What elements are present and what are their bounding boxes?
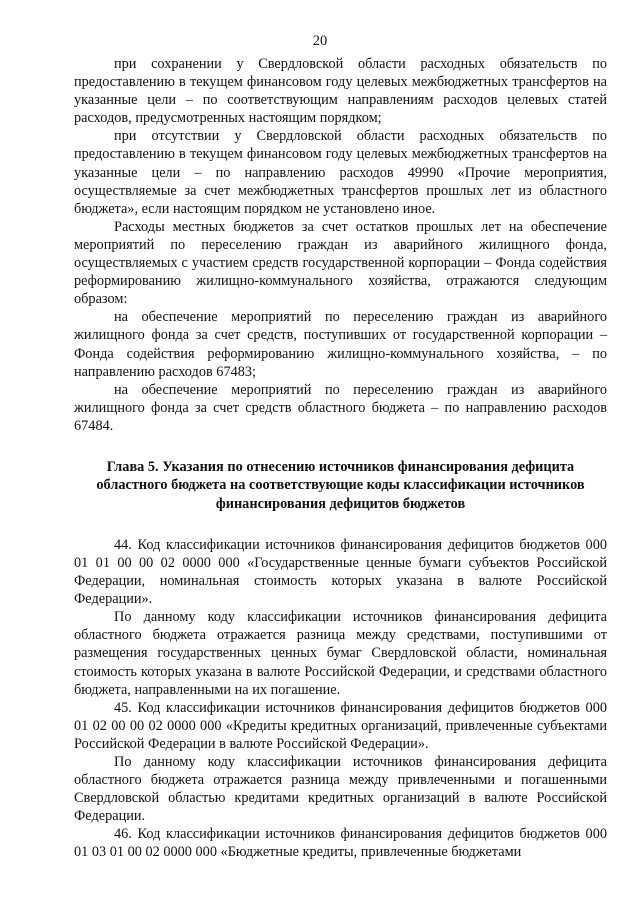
document-body xyxy=(74,55,607,862)
paragraph: при сохранении у Свердловской области расходных обязательств по предоставлению в текущем финансовом году целевых межбюджетных трансфертов на указанные цели – по соответствующим направлениям расходов целевых статей расходов, предусмотренных настоящим порядком; xyxy=(74,56,607,127)
paragraph: По данному коду классификации источников финансирования дефицита областного бюджета отражается разница между привлеченными и погашенными Свердловской областью кредитами кредитных организаций в валюте Российской Федерации. xyxy=(74,753,607,825)
paragraph: По данному коду классификации источников финансирования дефицита областного бюджета отражается разница между средствами, поступившими от размещения государственных ценных бумаг Свердловской области, номинальная стоимость которых указана в валюте Российской Федерации, и средствами областного бюджета, направленными на их погашение. xyxy=(74,609,607,698)
paragraph: 46. Код классификации источников финансирования дефицитов бюджетов 000 01 03 01 00 02 0000 000 «Бюджетные кредиты, привлеченные бюджетами xyxy=(74,826,607,861)
paragraph: на обеспечение мероприятий по переселению граждан из аварийного жилищного фонда за счет средств, поступивших от государственной корпорации – Фонда содействия реформированию жилищно-коммунального хозяйства, – по направлению расходов 67483; xyxy=(74,309,607,380)
paragraph: Расходы местных бюджетов за счет остатков прошлых лет на обеспечение мероприятий по переселению граждан из аварийного жилищного фонда, осуществляемых с участием средств государственной корпорации – Фонда содействия реформированию жилищно-коммунального хозяйства, отражаются следующим образом: xyxy=(74,218,607,308)
paragraph: при отсутствии у Свердловской области расходных обязательств по предоставлению в текущем финансовом году целевых межбюджетных трансфертов на указанные цели – по направлению расходов 49990 «Прочие мероприятия, осуществляемые за счет межбюджетных трансфертов прошлых лет из областного бюджета», если настоящим порядком не установлено иное. xyxy=(74,128,607,217)
paragraph: 44. Код классификации источников финансирования дефицитов бюджетов 000 01 01 00 00 02 0000 000 «Государственные ценные бумаги субъектов Российской Федерации, номинальная стоимость которых указана в валюте Российской Федерации». xyxy=(74,536,607,608)
paragraph: 45. Код классификации источников финансирования дефицитов бюджетов 000 01 02 00 00 02 0000 000 «Кредиты кредитных организаций, привлеченные субъектами Российской Федерации в валюте Российской Федерации». xyxy=(74,699,607,752)
paragraph: на обеспечение мероприятий по переселению граждан из аварийного жилищного фонда за счет средств областного бюджета – по направлению расходов 67484. xyxy=(74,381,607,434)
chapter-title: Глава 5. Указания по отнесению источников финансирования дефицита областного бюджета на соответствующие коды классификации источников финансирования дефицитов бюджетов xyxy=(96,458,585,512)
page-number: 20 xyxy=(312,33,328,49)
